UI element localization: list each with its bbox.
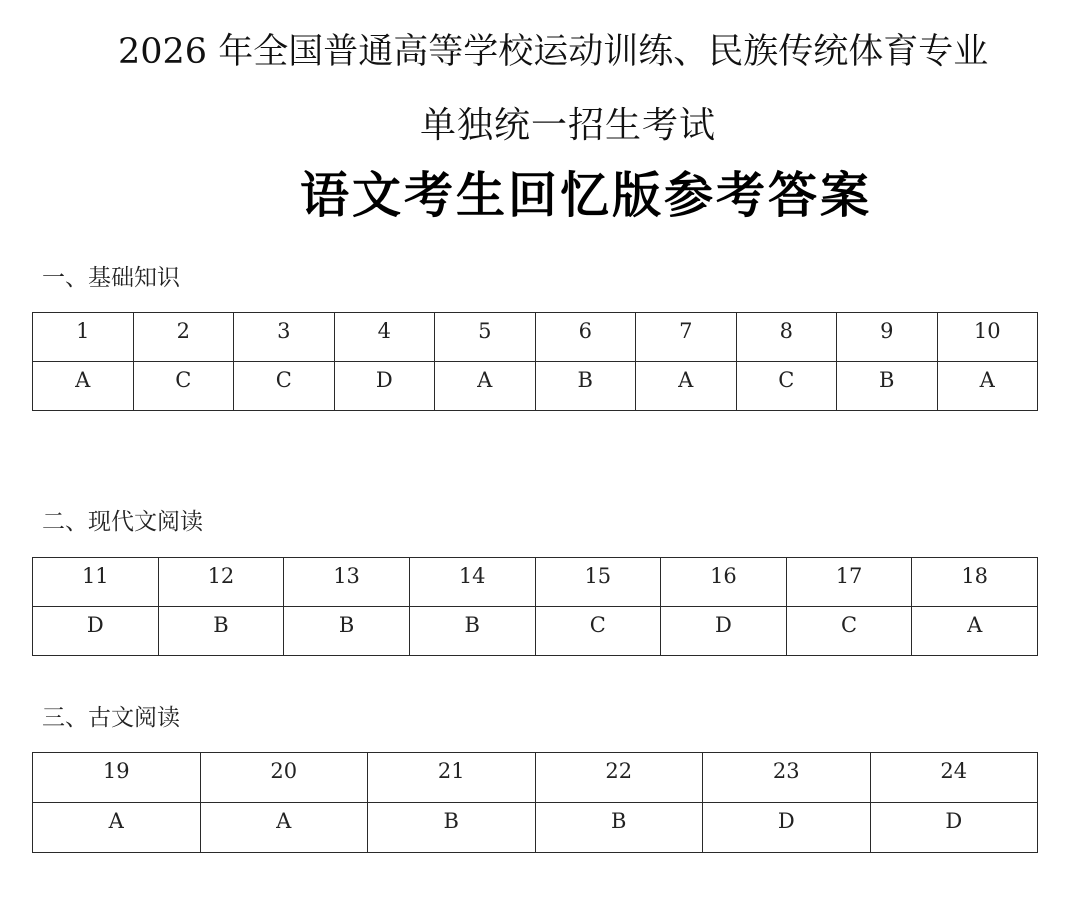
answer-cell: A (33, 803, 201, 853)
answer-table-basic-knowledge (32, 312, 1038, 411)
answer-cell: C (736, 362, 837, 411)
question-number: 24 (870, 753, 1038, 803)
question-number: 11 (33, 558, 159, 607)
question-number-row (33, 753, 1038, 803)
answer-cell: D (703, 803, 871, 853)
answer-row (33, 803, 1038, 853)
answer-cell: A (33, 362, 134, 411)
answer-cell: B (158, 607, 284, 656)
question-number: 21 (368, 753, 536, 803)
question-number: 14 (409, 558, 535, 607)
answer-cell: B (284, 607, 410, 656)
answer-cell: B (409, 607, 535, 656)
answer-cell: B (368, 803, 536, 853)
answer-row (33, 362, 1038, 411)
answer-cell: C (234, 362, 335, 411)
answer-cell: D (33, 607, 159, 656)
answer-cell: D (334, 362, 435, 411)
answer-cell: C (133, 362, 234, 411)
question-number: 5 (435, 313, 536, 362)
answer-cell: B (837, 362, 938, 411)
question-number-row (33, 313, 1038, 362)
question-number: 8 (736, 313, 837, 362)
answer-cell: A (937, 362, 1038, 411)
question-number: 22 (535, 753, 703, 803)
question-number: 23 (703, 753, 871, 803)
question-number: 10 (937, 313, 1038, 362)
question-number: 12 (158, 558, 284, 607)
question-number: 17 (786, 558, 912, 607)
answer-cell: D (870, 803, 1038, 853)
answer-cell: B (535, 362, 636, 411)
question-number: 3 (234, 313, 335, 362)
answer-row (33, 607, 1038, 656)
section-heading-basic-knowledge: 一、基础知识 (42, 265, 180, 291)
answer-cell: C (786, 607, 912, 656)
answer-table-modern-reading (32, 557, 1038, 656)
answer-table-classical-reading (32, 752, 1038, 853)
document-main-title: 语文考生回忆版参考答案 (300, 167, 873, 224)
question-number: 9 (837, 313, 938, 362)
question-number: 4 (334, 313, 435, 362)
answer-cell: A (435, 362, 536, 411)
answer-cell: C (535, 607, 661, 656)
question-number: 16 (661, 558, 787, 607)
question-number: 15 (535, 558, 661, 607)
answer-cell: A (636, 362, 737, 411)
question-number: 1 (33, 313, 134, 362)
answer-cell: A (200, 803, 368, 853)
question-number: 19 (33, 753, 201, 803)
answer-cell: A (912, 607, 1038, 656)
answer-cell: B (535, 803, 703, 853)
answer-cell: D (661, 607, 787, 656)
document-title-line1: 2026 年全国普通高等学校运动训练、民族传统体育专业 (118, 32, 989, 72)
question-number: 13 (284, 558, 410, 607)
document-title-line2: 单独统一招生考试 (420, 105, 717, 146)
question-number: 20 (200, 753, 368, 803)
question-number: 6 (535, 313, 636, 362)
question-number-row (33, 558, 1038, 607)
question-number: 2 (133, 313, 234, 362)
section-heading-classical-reading: 三、古文阅读 (42, 705, 180, 731)
question-number: 7 (636, 313, 737, 362)
section-heading-modern-reading: 二、现代文阅读 (42, 509, 203, 535)
question-number: 18 (912, 558, 1038, 607)
